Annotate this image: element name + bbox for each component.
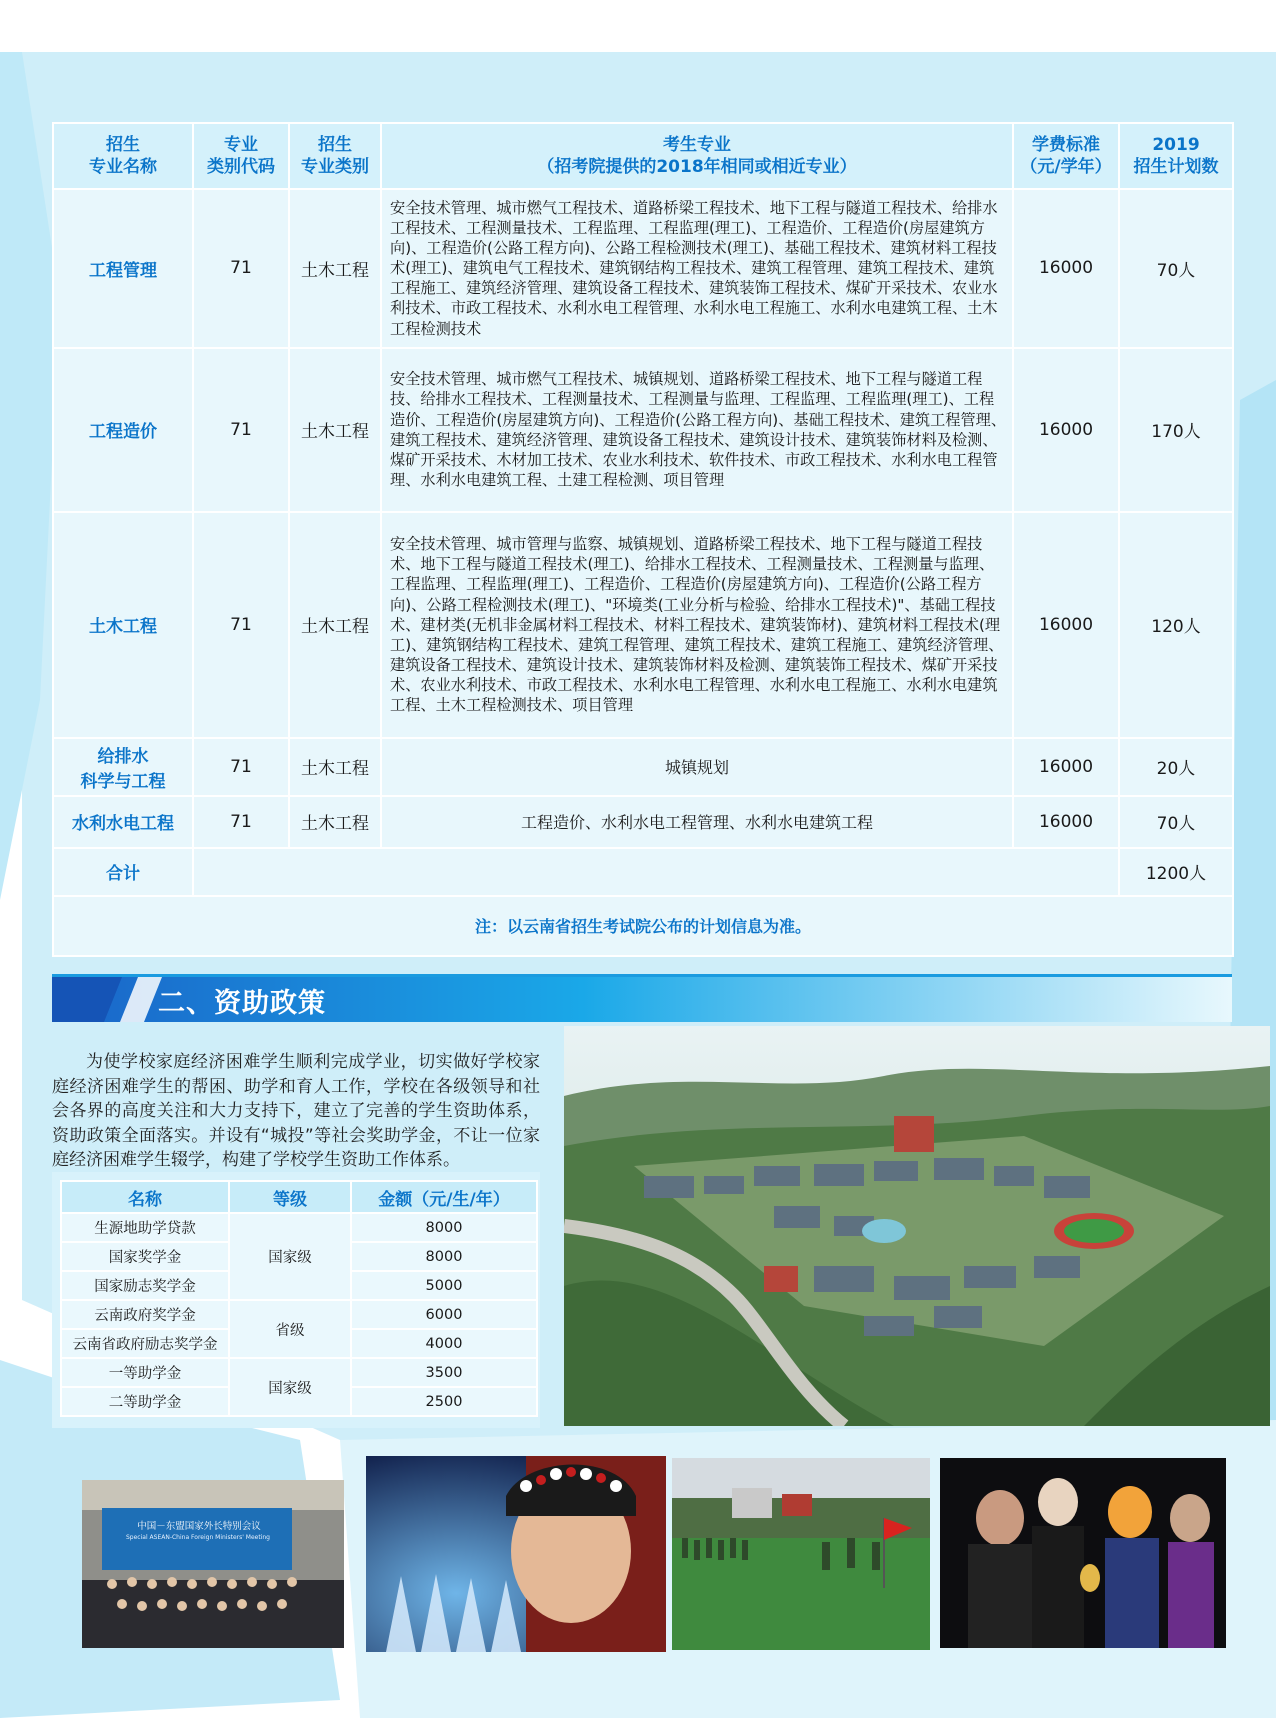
row-major-name: 土木工程 [53, 512, 193, 738]
aid-header-level: 等级 [229, 1181, 351, 1213]
row-applicant-majors: 工程造价、水利水电工程管理、水利水电建筑工程 [381, 796, 1013, 848]
aid-amount: 5000 [351, 1271, 537, 1300]
aid-amount: 6000 [351, 1300, 537, 1329]
aid-header-row [61, 1181, 537, 1213]
row-tuition: 16000 [1013, 738, 1119, 796]
aid-level: 国家级 [229, 1358, 351, 1416]
aid-name: 云南政府奖学金 [61, 1300, 229, 1329]
header-category-code: 专业 类别代码 [193, 123, 289, 189]
row-code: 71 [193, 348, 289, 512]
table-row [53, 348, 1233, 512]
ethnic-dance-photo [366, 1456, 666, 1652]
row-tuition: 16000 [1013, 189, 1119, 348]
row-applicant-majors: 安全技术管理、城市燃气工程技术、城镇规划、道路桥梁工程技术、地下工程与隧道工程技、给排水工程技术、工程测量技术、工程测量与监理、工程监理、工程监理(理工)、工程造价、工程造价(房屋建筑方向)、工程造价(公路工程方向)、基础工程技术、建筑工程管理、建筑工程技术、建筑经济管理、建筑设备工程技术、建筑设计技术、建筑装饰材料及检测、煤矿开采技术、木材加工技术、农业水利技术、软件技术、市政工程技术、水利水电工程管理、水利水电建筑工程、土建工程检测、项目管理 [381, 348, 1013, 512]
row-applicant-majors: 安全技术管理、城市燃气工程技术、道路桥梁工程技术、地下工程与隧道工程技术、给排水工程技术、工程测量技术、工程监理、工程监理(理工)、工程造价、工程造价(房屋建筑方向)、工程造价(公路工程方向)、公路工程检测技术(理工)、基础工程技术、建筑材料工程技术(理工)、建筑电气工程技术、建筑钢结构工程技术、建筑工程管理、建筑工程技术、建筑工程施工、建筑经济管理、建筑设备工程技术、建筑装饰工程技术、煤矿开采技术、农业水利技术、市政工程技术、水利水电工程管理、水利水电工程施工、水利水电建筑工程、土木工程检测技术 [381, 189, 1013, 348]
aid-name: 国家励志奖学金 [61, 1271, 229, 1300]
aid-policy-intro: 为使学校家庭经济困难学生顺利完成学业，切实做好学校家庭经济困难学生的帮困、助学和育人工作，学校在各级领导和社会各界的高度关注和大力支持下，建立了完善的学生资助体系，资助政策全面落实。并设有“城投”等社会奖助学金，不让一位家庭经济困难学生辍学，构建了学校学生资助工作体系。 [52, 1052, 540, 1170]
row-applicant-majors: 安全技术管理、城市管理与监察、城镇规划、道路桥梁工程技术、地下工程与隧道工程技术、地下工程与隧道工程技术(理工)、给排水工程技术、工程测量技术、工程测量与监理、工程监理、工程监理(理工)、工程造价、工程造价(房屋建筑方向)、工程造价(公路工程方向)、公路工程检测技术(理工)、"环境类(工业分析与检验、给排水工程技术)"、基础工程技术、建材类(无机非金属材料工程技术、材料工程技术、建筑装饰材)、建筑材料工程技术(理工)、建筑钢结构工程技术、建筑工程管理、建筑工程技术、建筑工程施工、建筑经济管理、建筑设备工程技术、建筑设计技术、建筑装饰材料及检测、建筑装饰工程技术、煤矿开采技术、农业水利技术、市政工程技术、水利水电工程管理、水利水电工程施工、水利水电建筑工程、土木工程检测技术、项目管理 [381, 512, 1013, 738]
campus-aerial-photo [564, 1026, 1270, 1426]
header-plan: 2019 招生计划数 [1119, 123, 1233, 189]
table-note: 注：以云南省招生考试院公布的计划信息为准。 [53, 896, 1233, 956]
aid-name: 云南省政府励志奖学金 [61, 1329, 229, 1358]
row-code: 71 [193, 189, 289, 348]
row-code: 71 [193, 796, 289, 848]
admission-plan-table [52, 122, 1234, 957]
aid-header-name: 名称 [61, 1181, 229, 1213]
aid-level: 省级 [229, 1300, 351, 1358]
note-row [53, 896, 1233, 956]
table-row [53, 738, 1233, 796]
meeting-banner-title: 中国－东盟国家外长特别会议 [137, 1521, 261, 1532]
aid-amount: 2500 [351, 1387, 537, 1416]
aid-level: 国家级 [229, 1213, 351, 1300]
aid-amount: 3500 [351, 1358, 537, 1387]
aid-row [61, 1213, 537, 1242]
row-category: 土木工程 [289, 796, 381, 848]
row-plan: 20人 [1119, 738, 1233, 796]
aid-amount: 8000 [351, 1213, 537, 1242]
aid-amount: 4000 [351, 1329, 537, 1358]
row-major-name: 工程造价 [53, 348, 193, 512]
row-plan: 170人 [1119, 348, 1233, 512]
header-category: 招生 专业类别 [289, 123, 381, 189]
aid-header-amount: 金额（元/生/年） [351, 1181, 537, 1213]
total-label: 合计 [53, 848, 193, 896]
aid-name: 二等助学金 [61, 1387, 229, 1416]
table-row [53, 512, 1233, 738]
row-code: 71 [193, 512, 289, 738]
aid-table-panel [52, 1172, 540, 1428]
row-major-name: 工程管理 [53, 189, 193, 348]
total-value: 1200人 [1119, 848, 1233, 896]
aid-table [60, 1180, 538, 1417]
table-row [53, 796, 1233, 848]
row-code: 71 [193, 738, 289, 796]
row-major-name: 给排水 科学与工程 [53, 738, 193, 796]
meeting-group-photo [82, 1480, 344, 1648]
header-major-name: 招生 专业名称 [53, 123, 193, 189]
row-category: 土木工程 [289, 348, 381, 512]
aid-amount: 8000 [351, 1242, 537, 1271]
row-category: 土木工程 [289, 512, 381, 738]
meeting-banner-subtitle: Special ASEAN-China Foreign Ministers' Meeting [126, 1534, 270, 1541]
row-tuition: 16000 [1013, 512, 1119, 738]
row-plan: 120人 [1119, 512, 1233, 738]
aid-name: 生源地助学贷款 [61, 1213, 229, 1242]
military-training-photo [672, 1458, 930, 1650]
header-tuition: 学费标准 （元/学年） [1013, 123, 1119, 189]
row-applicant-majors: 城镇规划 [381, 738, 1013, 796]
row-tuition: 16000 [1013, 796, 1119, 848]
section-title: 二、资助政策 [158, 988, 326, 1019]
row-plan: 70人 [1119, 796, 1233, 848]
aid-name: 国家奖学金 [61, 1242, 229, 1271]
cultural-exchange-photo [940, 1458, 1226, 1648]
row-plan: 70人 [1119, 189, 1233, 348]
row-tuition: 16000 [1013, 348, 1119, 512]
row-category: 土木工程 [289, 189, 381, 348]
table-header-row [53, 123, 1233, 189]
aid-name: 一等助学金 [61, 1358, 229, 1387]
row-category: 土木工程 [289, 738, 381, 796]
aid-row [61, 1358, 537, 1387]
total-empty [193, 848, 1119, 896]
row-major-name: 水利水电工程 [53, 796, 193, 848]
aid-row [61, 1300, 537, 1329]
header-applicant-majors: 考生专业 （招考院提供的2018年相同或相近专业） [381, 123, 1013, 189]
table-row [53, 189, 1233, 348]
total-row [53, 848, 1233, 896]
